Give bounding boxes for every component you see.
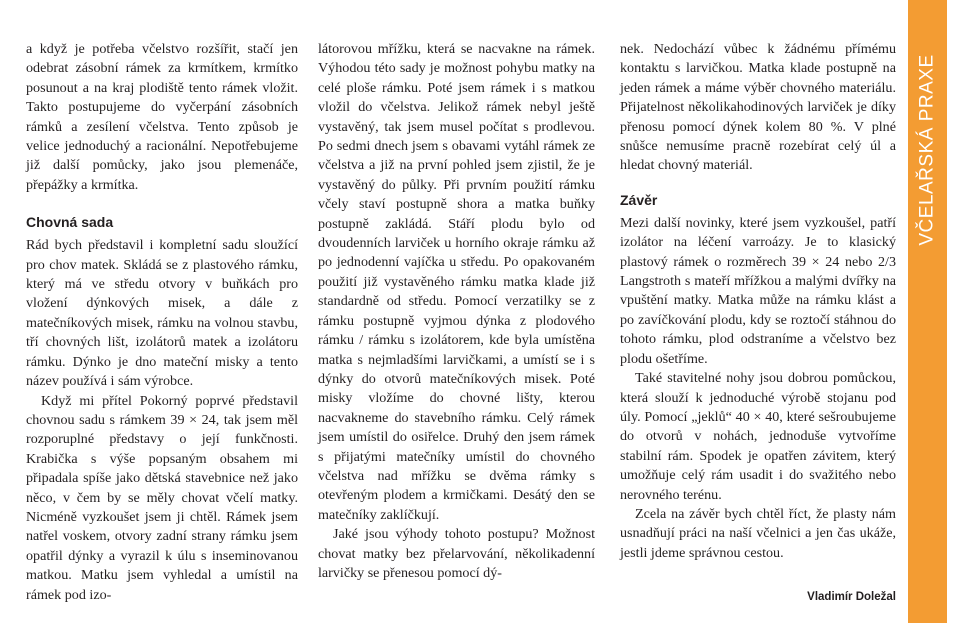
- paragraph: a když je potřeba včelstvo rozšířit, stačí jen odebrat zásobní rámek za krmítkem, krmítko posunout a na kraj plodiště tento rámek vložit. Takto postupujeme do vyčerpání zásobních rámků a zesílení včelstva. Tento způsob je velice jednoduchý a racionální. Nepotřebujeme již další pomůcky, jako jsou plemenáče, přepážky a krmítka.: [26, 41, 298, 193]
- paragraph: nek. Nedochází vůbec k žádnému přímému kontaktu s larvičkou. Matka klade postupně na jeden rámek a máme výběr chovného materiálu. Přijatelnost několikahodinových larviček je díky přenosu pomocí dýnek kolem 80 %. V plné snůšce nemusíme pracně rozebírat celý úl a hledat chovný materiál.: [620, 41, 896, 174]
- paragraph: Když mi přítel Pokorný poprvé představil chovnou sadu s rámkem 39 × 24, tak jsem měl rozporuplné představy o její funkčnosti. Krabička s výše popsaným obsahem mi připadala spíše jako dětská stavebnice než jako něco, v čem by se měly chovat včelí matky. Nicméně vyzkoušet jsem ji chtěl. Rámek jsem natřel voskem, otvory zadní strany rámku jsem opatřil dýnky a vyrazil k úlu s inseminovanou matkou. Matku jsem vyhledal a umístil na rámek pod izo-: [26, 392, 298, 603]
- paragraph: Zcela na závěr bych chtěl říct, že plasty nám usnadňují práci na naší včelnici a jen čas ukáže, jestli jdeme správnou cestou.: [620, 505, 896, 561]
- text-column-2: [318, 40, 595, 583]
- paragraph: Jaké jsou výhody tohoto postupu? Možnost chovat matky bez přelarvování, několikadenní larvičky se přenesou pomocí dý-: [318, 526, 595, 581]
- section-label: VČELAŘSKÁ PRAXE: [916, 54, 938, 246]
- paragraph: Rád bych představil i kompletní sadu sloužící pro chov matek. Skládá se z plastového rámku, který má ve středu otvory v buňkách pro vložení dýnkových misek, a dále z matečníkových misek, rámku na volnou stavbu, tří chovných lišt, izolátorů matek a izolátoru rámku. Dýnko je dno mateční misky a tento název používá i sám výrobce.: [26, 237, 298, 390]
- author-byline: Vladimír Doležal: [807, 591, 896, 603]
- section-heading-zaver: Závěr: [620, 191, 658, 208]
- paragraph: Mezi další novinky, které jsem vyzkoušel, patří izolátor na léčení varroázy. Je to klasický plastový rámek o rozměrech 39 × 24 nebo 2/3 Langstroth s mateří mřížkou a malými dvířky na vpuštění matky. Matka může na rámku klást a po zavíčkování plodu, kdy se roztočí stáhnou do tohoto rámku, plod odstraníme a včelstvo bez plodu ošetříme.: [620, 214, 896, 367]
- text-column-1: [26, 40, 298, 605]
- section-heading-chovna-sada: Chovná sada: [26, 214, 114, 231]
- paragraph: Také stavitelné nohy jsou dobrou pomůckou, která slouží k jednoduché výrobě stojanu pod úly. Pomocí „jeklů“ 40 × 40, které sešroubujeme do otvorů v nohách, jednoduše vytvoříme stabilní rám. Spodek je opatřen závitem, který umožňuje celý rám usadit i do svažitého nebo nerovného terénu.: [620, 370, 896, 503]
- paragraph: látorovou mřížku, která se nacvakne na rámek. Výhodou této sady je možnost pohybu matky na celé ploše rámku. Poté jsem rámek i s matkou vložil do včelstva. Jelikož rámek nebyl ještě vystavěný, tak jsem musel počítat s prodlevou. Po sedmi dnech jsem s obavami vytáhl rámek ze včelstva a již na první pohled jsem zjistil, že je vystavěný do půlky. Při prvním použití rámku včely staví postupně shora a matka buňky postupně zakládá. Stáří plodu bylo od dvoudenních larviček u horního okraje rámku až po jednodenní vajíčka u středu. Po opakovaném použití již vystavěného rámku matka klade již standardně od středu. Pomocí verzatilky se z rámku postupně vyjmou dýnka z plodového rámku / rámku s izolátorem, kde byla umístěna matka s nejmladšími larvičkami, a umístí se i s dýnky do otvorů matečníkových misek. Poté misky vložíme do chovné lišty, kterou nacvakneme do stavebního rámku. Celý rámek jsem umístil do osiřelce. Druhý den jsem rámek s přijatými matečníky umístil do chovného včelstva nad mřížku se dvěma rámky s otevřeným plodem a krmičkami. Desátý den se matečníky zaklíčkují.: [318, 41, 595, 523]
- section-label-container: [908, 0, 947, 300]
- text-column-3: [620, 40, 896, 563]
